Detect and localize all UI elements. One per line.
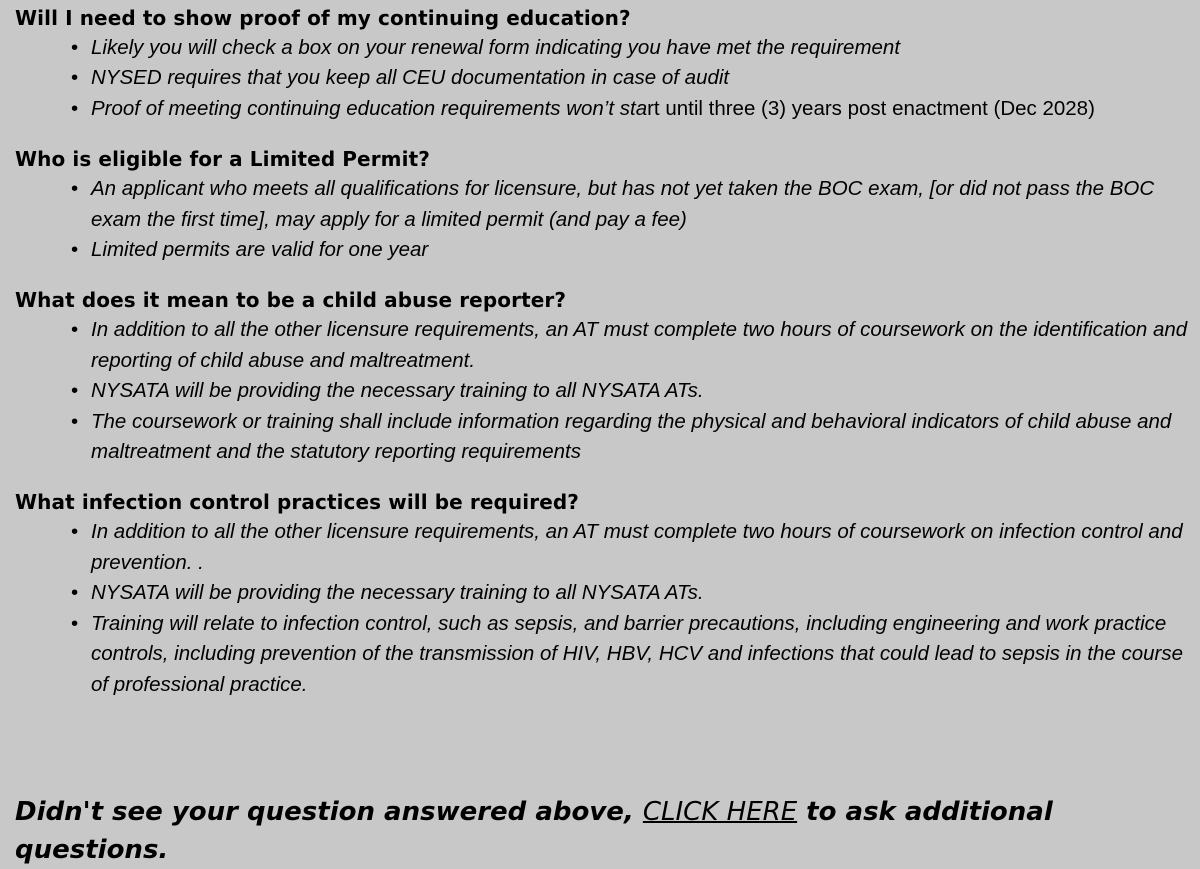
list-item: • Training will relate to infection control, such as sepsis, and barrier precautions, including engineering and work practice controls, including prevention of the transmission of HIV, HBV, HCV and infections that could lead to sepsis in the course of professional practice. [91, 609, 1195, 700]
faq-content [15, 4, 1195, 721]
faq-section-continuing-education [15, 4, 1195, 124]
list-item: • NYSED requires that you keep all CEU documentation in case of audit [91, 63, 1195, 93]
faq-section-limited-permit [15, 145, 1195, 265]
faq-answer-list [15, 174, 1195, 265]
list-item: • In addition to all the other licensure requirements, an AT must complete two hours of coursework on the identification and reporting of child abuse and maltreatment. [91, 315, 1195, 376]
faq-answer-list [15, 33, 1195, 124]
list-item: • NYSATA will be providing the necessary training to all NYSATA ATs. [91, 578, 1195, 608]
faq-question: Will I need to show proof of my continuing education? [15, 6, 631, 30]
faq-question: What does it mean to be a child abuse reporter? [15, 288, 567, 313]
list-item: • Limited permits are valid for one year [91, 235, 1195, 265]
list-item-italic-part: Proof of meeting continuing education requirements won’t sta [91, 96, 648, 120]
faq-question: Who is eligible for a Limited Permit? [15, 147, 430, 172]
list-item-normal-part: rt until three (3) years post enactment (Dec 2028) [647, 96, 1095, 120]
faq-answer-list [15, 517, 1195, 699]
faq-answer-list [15, 315, 1195, 467]
faq-section-infection-control [15, 488, 1195, 699]
ask-question-callout [15, 793, 1165, 869]
callout-prefix: Didn't see your question answered above, [15, 797, 643, 827]
list-item: • The coursework or training shall include information regarding the physical and behavioral indicators of child abuse and maltreatment and the statutory reporting requirements [91, 407, 1195, 468]
list-item: • In addition to all the other licensure requirements, an AT must complete two hours of coursework on infection control and prevention. . [91, 517, 1195, 578]
click-here-link[interactable]: CLICK HERE [642, 797, 798, 827]
list-item: • Likely you will check a box on your renewal form indicating you have met the requirement [91, 33, 1195, 63]
callout-suffix: to ask additional questions. [15, 797, 1053, 865]
list-item [91, 94, 1195, 124]
list-item: • NYSATA will be providing the necessary training to all NYSATA ATs. [91, 376, 1195, 406]
list-item: • An applicant who meets all qualifications for licensure, but has not yet taken the BOC exam, [or did not pass the BOC exam the first time], may apply for a limited permit (and pay a fee) [91, 174, 1195, 235]
faq-section-child-abuse-reporter [15, 286, 1195, 467]
faq-question: What infection control practices will be required? [15, 490, 579, 515]
